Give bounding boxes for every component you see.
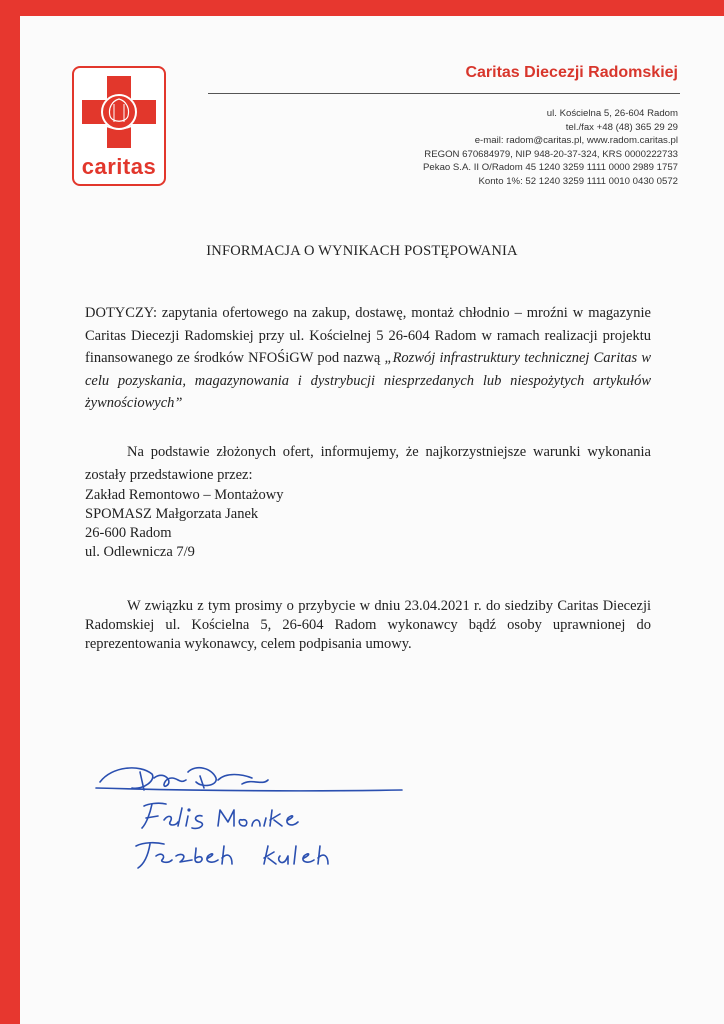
paragraph-subject: [85, 302, 651, 415]
top-red-border: [0, 0, 724, 16]
document-title: INFORMACJA O WYNIKACH POSTĘPOWANIA: [206, 243, 518, 259]
signature-2: [142, 803, 298, 828]
contact-email: e-mail: radom@caritas.pl, www.radom.caritas.pl: [474, 135, 678, 147]
address-line: SPOMASZ Małgorzata Janek: [85, 506, 259, 522]
address-line: Zakład Remontowo – Montażowy: [85, 487, 284, 503]
paragraph-subject-text: DOTYCZY: zapytania ofertowego na zakup, dostawę, montaż chłodnio – mroźni w magazynie Caritas Diecezji Radomskiej przy ul. Kościelnej 5 26-604 Radom w ramach realizacji projektu finansowanego ze środków NFOŚiGW pod nazwą: [85, 305, 651, 366]
caritas-logo: [72, 66, 166, 186]
paragraph-offers: Na podstawie złożonych ofert, informujemy, że najkorzystniejsze warunki wykonania zostały przedstawione przez:: [85, 444, 651, 483]
contact-phone: tel./fax +48 (48) 365 29 29: [565, 121, 678, 133]
left-red-border: [0, 0, 20, 1024]
contact-registry: REGON 670684979, NIP 948-20-37-324, KRS 0000222733: [424, 148, 678, 160]
header-divider: [208, 93, 680, 94]
contact-block: [338, 107, 678, 189]
signatures: [92, 760, 412, 885]
signature-3: [136, 843, 328, 868]
address-line: ul. Odlewnicza 7/9: [85, 544, 195, 560]
winner-address: [85, 486, 284, 562]
contact-address: ul. Kościelna 5, 26-604 Radom: [546, 108, 678, 119]
contact-bank-account: Pekao S.A. II O/Radom 45 1240 3259 1111 0000 2989 1757: [423, 162, 678, 174]
address-line: 26-600 Radom: [85, 525, 172, 541]
project-name: „Rozwój infrastruktury technicznej Caritas w celu pozyskania, magazynowania i dystrybucji niesprzedanych lub niespożytych artykułów żywnościowych”: [85, 350, 652, 411]
paragraph-invitation: W związku z tym prosimy o przybycie w dniu 23.04.2021 r. do siedziby Caritas Diecezji Radomskiej ul. Kościelna 5, 26-604 Radom wykonawcy bądź osoby uprawnionej do reprezentowania wykonawcy, celem podpisania umowy.: [85, 598, 651, 652]
signature-1: [96, 768, 402, 791]
logo-wordmark: caritas: [81, 154, 157, 179]
organization-name: Caritas Diecezji Radomskiej: [465, 64, 678, 81]
contact-donation-account: Konto 1%: 52 1240 3259 1111 0010 0430 0572: [478, 175, 678, 187]
